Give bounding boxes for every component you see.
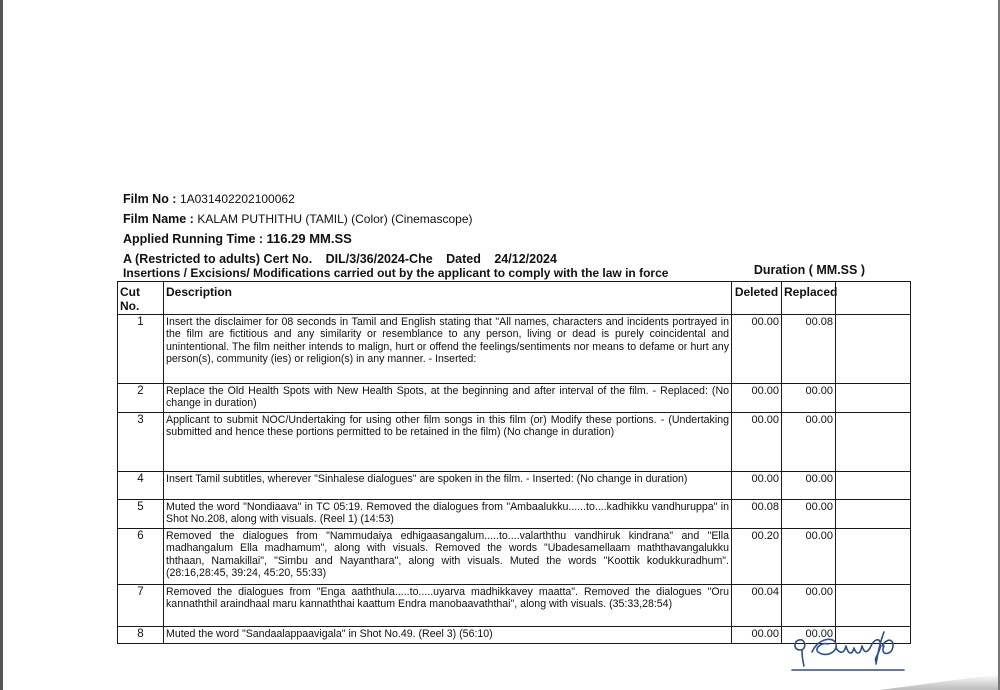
dated-value: 24/12/2024 (494, 251, 557, 266)
cert-rating: A (Restricted to adults) (123, 251, 261, 266)
header-extra (836, 282, 911, 315)
cut-description: Insert the disclaimer for 08 seconds in Tamil and English stating that "All names, characters and incidents portrayed in the film are fictitious and any similarity or resemblance to any person, living or dead is purely coincidental and unintentional. The film neither intends to malign, hurt or offend the feelings/sentiments nor means to defame or hurt any person(s), community (ies) or religion(s) in any manner. - Inserted: (164, 315, 732, 384)
deleted-duration: 00.00 (732, 472, 782, 500)
cut-no: 1 (118, 315, 164, 384)
cut-no: 6 (118, 529, 164, 585)
replaced-duration: 00.08 (782, 315, 836, 384)
table-row (118, 384, 911, 413)
replaced-duration: 00.00 (782, 413, 836, 472)
deleted-duration: 00.08 (732, 500, 782, 529)
deleted-duration: 00.00 (732, 627, 782, 644)
film-name-value: KALAM PUTHITHU (TAMIL) (Color) (Cinemascope) (197, 211, 473, 226)
extra-cell (836, 529, 911, 585)
cut-description: Muted the word "Nondiaava" in TC 05:19. Removed the dialogues from "Ambaalukku......to....kadhikku vandhuruppa" in Shot No.208, along with visuals. (Reel 1) (14:53) (164, 500, 732, 529)
cuts-table (117, 281, 911, 644)
extra-cell (836, 500, 911, 529)
replaced-duration: 00.00 (782, 500, 836, 529)
film-no-line (123, 190, 557, 210)
replaced-duration: 00.00 (782, 384, 836, 413)
cut-description: Replace the Old Health Spots with New Health Spots, at the beginning and after interval of the film. - Replaced: (No change in duration) (164, 384, 732, 413)
extra-cell (836, 585, 911, 627)
film-name-label: Film Name : (123, 211, 194, 226)
cut-no: 7 (118, 585, 164, 627)
running-time-value: 116.29 MM.SS (266, 231, 352, 246)
replaced-duration: 00.00 (782, 472, 836, 500)
deleted-duration: 00.04 (732, 585, 782, 627)
table-row (118, 500, 911, 529)
handwritten-signature (788, 628, 918, 674)
running-time-line (123, 229, 557, 250)
cut-description: Removed the dialogues from "Nammudaiya edhigaasangalum.....to....valarththu vandhiruk kindrana" and "Ella madhangalum Ella madhamum", along with visuals. Removed the words "Ubadesamellaam maththavangalukku ththaan, Namakillai", "Simbu and Nayanthara", along with visuals. Muted the words "Koottik kodukkuradhum". (28:16,28:45, 39:24, 45:20, 55:33) (164, 529, 732, 585)
running-time-label: Applied Running Time : (123, 232, 264, 246)
deleted-duration: 00.00 (732, 413, 782, 472)
extra-cell (836, 413, 911, 472)
cert-no-label: Cert No. (263, 251, 313, 266)
extra-cell (836, 315, 911, 384)
replaced-duration: 00.00 (782, 529, 836, 585)
table-header-row (118, 282, 911, 315)
header-deleted: Deleted (732, 282, 782, 315)
page-edge-left (0, 0, 3, 690)
replaced-duration: 00.00 (782, 585, 836, 627)
header-description: Description (164, 282, 732, 315)
extra-cell (836, 472, 911, 500)
table-row (118, 585, 911, 627)
cert-no-value: DIL/3/36/2024-Che (325, 251, 433, 266)
cut-description: Removed the dialogues from "Enga aaththula.....to.....uyarva madhikkavey maatta". Removed the dialogues "Oru kannaththil araindhaal maru kannaththai kaattum Endra manobaavaththai", along with visuals. (35:33,28:54) (164, 585, 732, 627)
replaced-duration: 00.00 (782, 627, 836, 644)
cut-no: 8 (118, 627, 164, 644)
deleted-duration: 00.00 (732, 384, 782, 413)
deleted-duration: 00.00 (732, 315, 782, 384)
film-no-value: 1A031402202100062 (179, 192, 295, 206)
duration-label: Duration ( MM.SS ) (753, 263, 865, 277)
film-name-line (123, 210, 557, 230)
cut-no: 2 (118, 384, 164, 413)
deleted-duration: 00.20 (732, 529, 782, 585)
table-row (118, 413, 911, 472)
cut-description: Muted the word "Sandaalappaavigala" in Shot No.49. (Reel 3) (56:10) (164, 627, 732, 644)
header-replaced: Replaced (782, 282, 836, 315)
film-no-label: Film No : (123, 192, 177, 206)
table-row (118, 472, 911, 500)
caption-text: Insertions / Excisions/ Modifications carried out by the applicant to comply with the law in force (123, 266, 669, 280)
extra-cell (836, 384, 911, 413)
cut-no: 5 (118, 500, 164, 529)
table-caption (123, 263, 868, 280)
cut-description: Applicant to submit NOC/Undertaking for using other film songs in this film (or) Modify these portions. - (Undertaking submitted and hence these portions permitted to be retained in the film) (No change in duration) (164, 413, 732, 472)
cut-description: Insert Tamil subtitles, wherever "Sinhalese dialogues" are spoken in the film. - Inserted: (No change in duration) (164, 472, 732, 500)
page-shadow (880, 674, 1000, 690)
header-cut-no: Cut No. (118, 282, 164, 315)
film-details (123, 190, 557, 269)
table-row (118, 529, 911, 585)
cut-no: 4 (118, 472, 164, 500)
cut-no: 3 (118, 413, 164, 472)
dated-label: Dated (446, 251, 481, 266)
table-row (118, 315, 911, 384)
